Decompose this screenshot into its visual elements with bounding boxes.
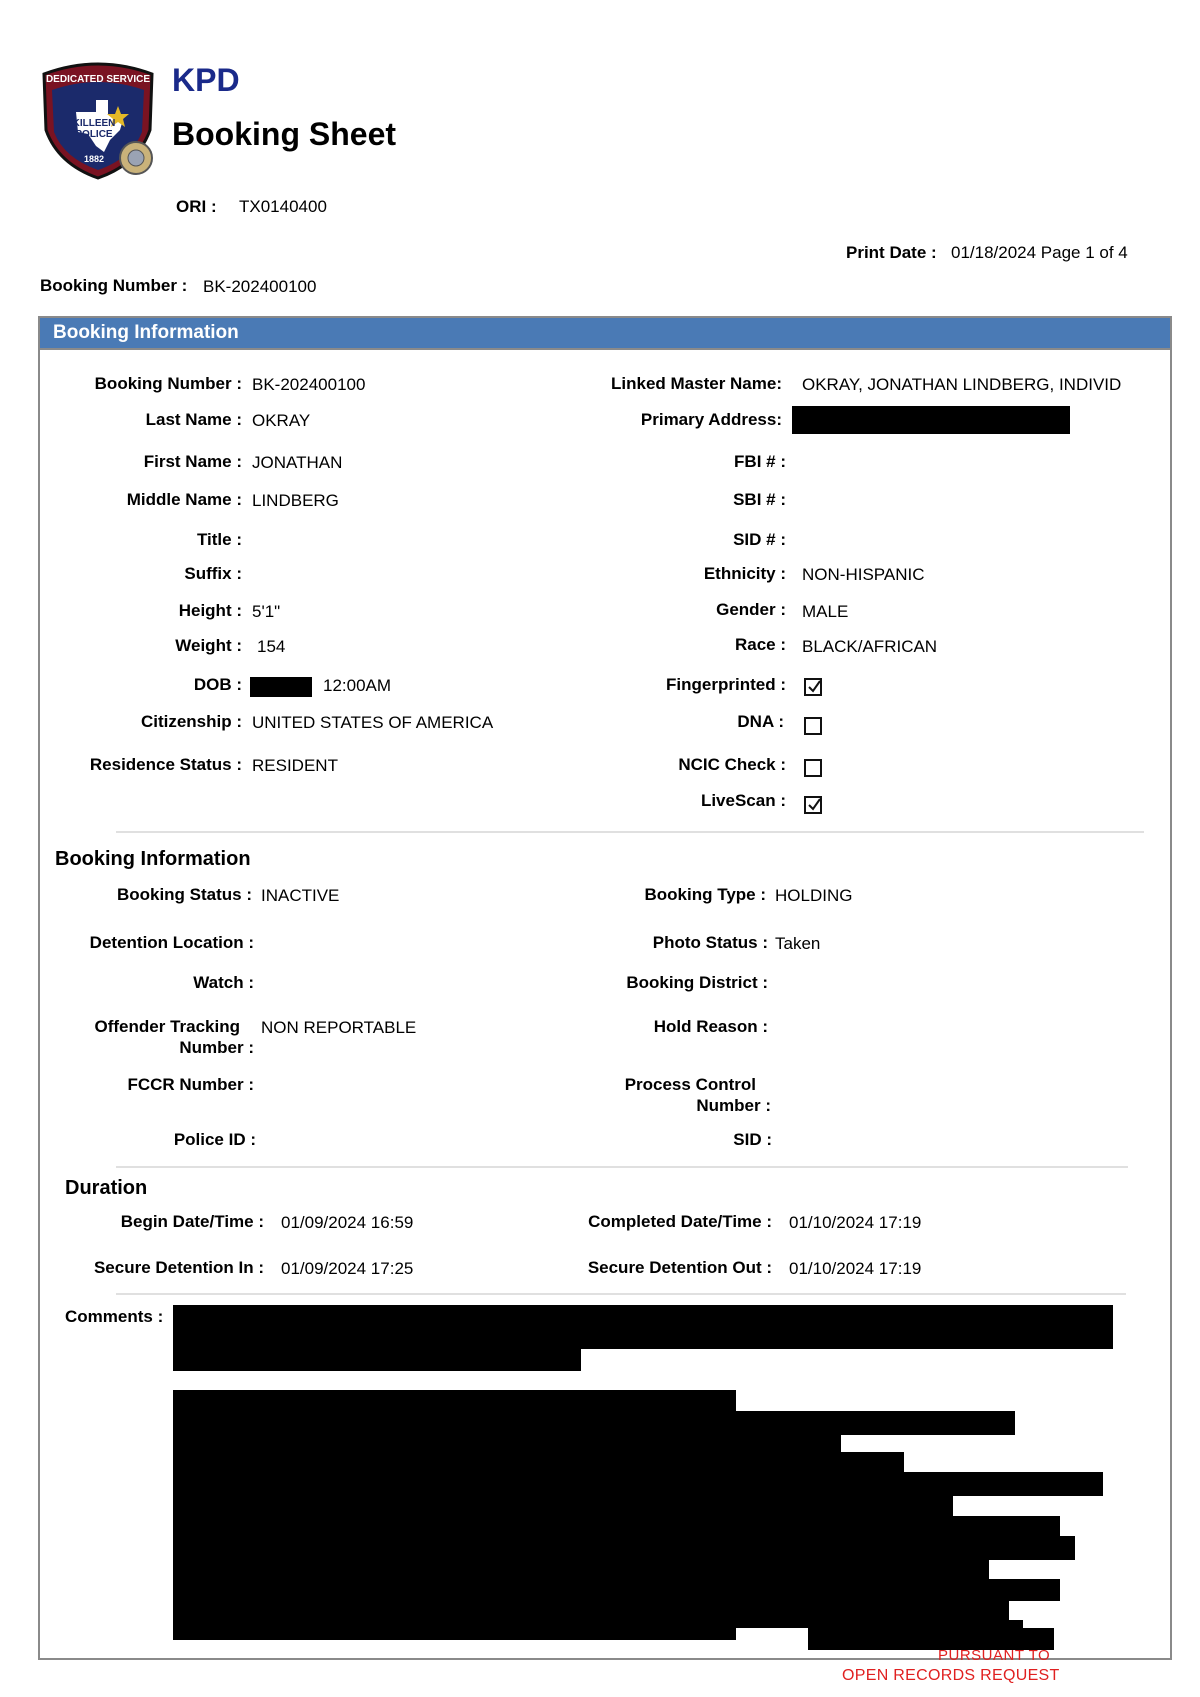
title-label: Title : xyxy=(196,530,242,549)
booking-type-label: Booking Type : xyxy=(644,885,766,904)
first-name-value: JONATHAN xyxy=(252,453,343,472)
middle-name-value: LINDBERG xyxy=(252,491,339,510)
weight-value: 154 xyxy=(257,637,286,656)
citizenship-value: UNITED STATES OF AMERICA xyxy=(252,713,494,732)
residence-status-label: Residence Status : xyxy=(89,755,242,774)
records-request-stamp-line2: OPEN RECORDS REQUEST xyxy=(842,1667,1060,1684)
ncic-check-checkbox[interactable] xyxy=(804,759,822,777)
process-control-label-line1: Process Control xyxy=(624,1075,756,1094)
sbi-label: SBI # : xyxy=(733,490,786,509)
comments-label: Comments : xyxy=(65,1307,164,1326)
ethnicity-label: Ethnicity : xyxy=(703,564,786,583)
completed-datetime-value: 01/10/2024 17:19 xyxy=(789,1213,922,1232)
watch-label: Watch : xyxy=(193,973,254,992)
police-id-label: Police ID : xyxy=(173,1130,256,1149)
secure-detention-out-label: Secure Detention Out : xyxy=(587,1258,772,1277)
photo-status-value: Taken xyxy=(775,934,821,953)
secure-detention-in-value: 01/09/2024 17:25 xyxy=(281,1259,414,1278)
logo-name-line1: KILLEEN xyxy=(72,118,116,129)
ncic-check-label: NCIC Check : xyxy=(678,755,786,774)
header-booking-number-value: BK-202400100 xyxy=(203,277,317,296)
checkmark-icon xyxy=(807,798,821,812)
dna-checkbox[interactable] xyxy=(804,717,822,735)
offender-tracking-label-line2: Number : xyxy=(179,1038,254,1057)
checkmark-icon xyxy=(807,680,821,694)
detention-location-label: Detention Location : xyxy=(89,933,254,952)
print-date-label: Print Date : xyxy=(846,243,937,262)
linked-master-name-value: OKRAY, JONATHAN LINDBERG, INDIVID xyxy=(802,375,1122,394)
dob-label: DOB : xyxy=(193,675,242,694)
header-booking-number-label: Booking Number : xyxy=(40,276,188,295)
race-label: Race : xyxy=(734,635,786,654)
primary-address-redaction xyxy=(792,406,1070,434)
duration-section-title: Duration xyxy=(65,1177,148,1199)
fingerprinted-checkbox[interactable] xyxy=(804,678,822,696)
booking-type-value: HOLDING xyxy=(775,886,853,905)
ori-value: TX0140400 xyxy=(239,197,327,216)
secure-detention-out-value: 01/10/2024 17:19 xyxy=(789,1259,922,1278)
height-value: 5'1" xyxy=(252,602,281,621)
dna-label: DNA : xyxy=(737,712,784,731)
booking-status-value: INACTIVE xyxy=(261,886,340,905)
completed-datetime-label: Completed Date/Time : xyxy=(588,1212,772,1231)
fingerprinted-label: Fingerprinted : xyxy=(666,675,786,694)
gender-value: MALE xyxy=(802,602,849,621)
booking-status-label: Booking Status : xyxy=(116,885,252,904)
logo-year: 1882 xyxy=(83,154,105,164)
panel-header-title: Booking Information xyxy=(53,322,239,343)
page-title: Booking Sheet xyxy=(172,116,397,152)
linked-master-name-label: Linked Master Name: xyxy=(611,374,782,393)
process-control-label-line2: Number : xyxy=(696,1096,771,1115)
records-request-stamp-line1: PURSUANT TO xyxy=(938,1647,1051,1664)
ori-label: ORI : xyxy=(176,197,217,216)
last-name-value: OKRAY xyxy=(252,411,311,430)
booking-number-value: BK-202400100 xyxy=(252,375,366,394)
first-name-label: First Name : xyxy=(143,452,242,471)
hold-reason-label: Hold Reason : xyxy=(653,1017,768,1036)
sid-hash-label: SID # : xyxy=(733,530,786,549)
agency-name: KPD xyxy=(172,62,240,98)
gender-label: Gender : xyxy=(716,600,786,619)
print-date-value: 01/18/2024 Page 1 of 4 xyxy=(951,243,1128,262)
booking-district-label: Booking District : xyxy=(626,973,768,992)
photo-status-label: Photo Status : xyxy=(652,933,768,952)
booking-sid-label: SID : xyxy=(733,1130,772,1149)
height-label: Height : xyxy=(178,601,242,620)
middle-name-label: Middle Name : xyxy=(126,490,242,509)
offender-tracking-value: NON REPORTABLE xyxy=(261,1018,417,1037)
booking-number-label: Booking Number : xyxy=(94,374,242,393)
secure-detention-in-label: Secure Detention In : xyxy=(93,1258,264,1277)
begin-datetime-value: 01/09/2024 16:59 xyxy=(281,1213,414,1232)
livescan-label: LiveScan : xyxy=(700,791,786,810)
begin-datetime-label: Begin Date/Time : xyxy=(120,1212,264,1231)
fccr-number-label: FCCR Number : xyxy=(127,1075,254,1094)
divider xyxy=(116,1293,1126,1295)
last-name-label: Last Name : xyxy=(145,410,242,429)
livescan-checkbox[interactable] xyxy=(804,796,822,814)
race-value: BLACK/AFRICAN xyxy=(802,637,938,656)
logo-name-line2: POLICE xyxy=(75,129,113,140)
dob-time-value: 12:00AM xyxy=(323,676,392,695)
offender-tracking-label-line1: Offender Tracking xyxy=(94,1017,240,1036)
weight-label: Weight : xyxy=(175,636,242,655)
residence-status-value: RESIDENT xyxy=(252,756,338,775)
department-logo xyxy=(38,60,158,180)
booking-info-section-title: Booking Information xyxy=(55,848,251,870)
dob-redaction xyxy=(250,677,312,697)
ethnicity-value: NON-HISPANIC xyxy=(802,565,925,584)
fbi-label: FBI # : xyxy=(734,452,786,471)
logo-motto: DEDICATED SERVICE xyxy=(45,74,151,85)
citizenship-label: Citizenship : xyxy=(140,712,242,731)
primary-address-label: Primary Address: xyxy=(640,410,782,429)
divider xyxy=(116,831,1144,833)
divider xyxy=(116,1166,1128,1168)
suffix-label: Suffix : xyxy=(184,564,242,583)
